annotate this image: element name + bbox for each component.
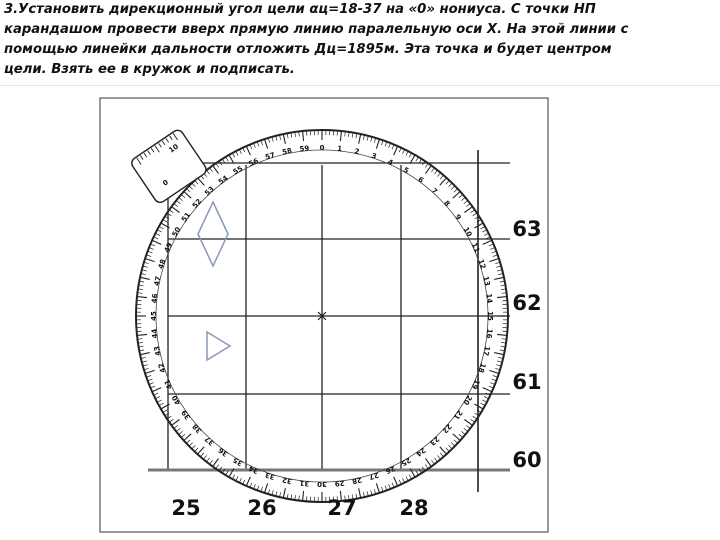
dial-tick [406, 151, 408, 155]
dial-tick [497, 297, 507, 298]
dial-scale-number: 4 [386, 157, 395, 168]
dial-tick [216, 465, 219, 469]
dial-scale-number: 8 [442, 199, 452, 209]
dial-scale-number: 30 [317, 480, 327, 488]
dial-scale-number: 39 [179, 408, 193, 421]
dial-tick [340, 131, 341, 141]
dial-scale-number: 2 [353, 147, 361, 157]
instruction-line-3: помощью линейки дальности отложить Дц=1895м. Эта точка и будет центром [4, 42, 612, 57]
dial-scale-number: 18 [476, 362, 488, 374]
dial-scale-number: 53 [203, 184, 216, 198]
dial-tick [497, 334, 507, 335]
dial-tick [236, 476, 238, 480]
dial-scale-number: 55 [231, 164, 245, 177]
dial-tick [195, 448, 198, 452]
dial-tick [201, 453, 204, 457]
dial-scale-number: 26 [384, 463, 397, 476]
dial-tick [149, 248, 154, 250]
dial-tick [137, 334, 147, 335]
dial-tick [462, 197, 466, 200]
dial-tick [431, 168, 434, 172]
dial-tick [216, 163, 219, 167]
dial-tick [489, 259, 499, 262]
dial-tick [213, 458, 219, 466]
dial-scale-number: 41 [162, 378, 175, 391]
dial-tick [454, 189, 458, 192]
dial-scale-number: 0 [319, 144, 325, 152]
dial-tick [459, 195, 463, 198]
dial-scale-number: 48 [156, 258, 168, 270]
dial-tick [403, 478, 405, 483]
dial-tick [181, 195, 185, 198]
dial-tick [283, 488, 285, 498]
dial-tick [265, 139, 268, 149]
dial-tick [148, 251, 153, 253]
dial-tick [137, 300, 142, 301]
dial-tick [451, 443, 455, 447]
dial-tick [243, 480, 245, 485]
dial-scale-number: 45 [150, 311, 158, 321]
dial-scale-number: 54 [217, 173, 230, 187]
dial-scale-number: 7 [429, 186, 439, 196]
dial-tick [376, 139, 379, 149]
dial-tick [257, 486, 259, 491]
dial-tick [195, 180, 198, 184]
grid-label-bottom-28: 28 [399, 496, 429, 520]
dial-tick [403, 149, 405, 154]
dial-tick [176, 428, 180, 431]
dial-tick [189, 443, 193, 447]
dial-tick [246, 146, 250, 155]
dial-tick [152, 388, 161, 392]
dial-tick [145, 370, 155, 373]
vernier-mark-10: 10 [167, 142, 181, 155]
dial-tick [239, 149, 241, 154]
dial-tick [385, 142, 387, 147]
dial-tick [169, 210, 173, 213]
dial-tick [484, 233, 489, 235]
dial-tick [246, 477, 250, 486]
dial-tick [172, 207, 180, 213]
dial-tick [145, 259, 155, 262]
dial-scale-number: 56 [247, 156, 260, 169]
dial-tick [464, 201, 468, 204]
grid-label-right-62: 62 [512, 291, 542, 315]
dial-tick [203, 456, 206, 460]
dial-tick [159, 226, 163, 228]
dial-tick [385, 486, 387, 491]
dial-scale-number: 27 [368, 470, 380, 482]
dial-tick [446, 180, 449, 184]
dial-tick [466, 204, 470, 207]
dial-tick [186, 189, 190, 192]
dial-tick [179, 197, 183, 200]
dial-scale-number: 52 [190, 197, 204, 210]
dial-tick [437, 456, 440, 460]
dial-scale-number: 20 [461, 393, 474, 407]
dial-tick [163, 220, 167, 223]
grid-label-bottom-26: 26 [247, 496, 277, 520]
dial-scale-number: 3 [370, 151, 378, 161]
dial-tick [174, 425, 178, 428]
dial-tick [454, 440, 458, 443]
dial-tick [459, 434, 463, 437]
dial-tick [172, 420, 180, 426]
dial-scale-number: 10 [461, 225, 474, 239]
dial-scale-number: 28 [351, 475, 363, 486]
dial-tick [434, 458, 437, 462]
dial-tick [303, 131, 304, 141]
dial-tick [482, 400, 486, 402]
dial-tick [154, 237, 159, 239]
dial-scale-number: 9 [453, 212, 463, 222]
dial-tick [174, 204, 178, 207]
dial-scale-number: 58 [281, 146, 293, 157]
dial-tick [473, 416, 477, 419]
dial-tick [210, 460, 213, 464]
dial-tick [232, 153, 234, 157]
dial-scale-number: 22 [440, 422, 454, 435]
instruction-line-4: цели. Взять ее в кружок и подписать. [4, 62, 295, 77]
dial-scale-number: 23 [428, 434, 441, 448]
dial-scale-number: 15 [486, 311, 494, 321]
dial-tick [376, 483, 379, 493]
dial-tick [359, 134, 361, 144]
dial-tick [149, 383, 154, 385]
dial-tick [494, 353, 504, 355]
grid-label-right-63: 63 [512, 217, 542, 241]
dial-tick [492, 251, 497, 253]
dial-tick [446, 448, 449, 452]
dial-scale-number: 38 [190, 422, 204, 435]
dial-scale-number: 32 [281, 475, 293, 486]
dial-tick [232, 475, 234, 479]
dial-scale-number: 40 [170, 393, 183, 407]
dial-tick [159, 403, 163, 405]
dial-tick [154, 393, 159, 395]
dial-tick [425, 163, 428, 167]
dial-tick [481, 403, 485, 405]
instruction-line-1: 3.Установить дирекционный угол цели αц=18-37 на «0» нониуса. С точки НП [4, 2, 596, 17]
dial-tick [283, 134, 285, 144]
dial-scale-number: 17 [481, 345, 492, 357]
dial-tick [140, 277, 150, 279]
dial-tick [239, 478, 241, 483]
dial-tick [176, 201, 180, 204]
dial-tick [213, 166, 219, 174]
dial-tick [416, 157, 419, 161]
dial-tick [409, 153, 411, 157]
dial-scale-number: 59 [299, 144, 310, 154]
dial-tick [181, 434, 185, 437]
triangle-symbol [207, 332, 230, 360]
dial-tick [265, 483, 268, 493]
dial-tick [148, 379, 153, 381]
dial-tick [482, 230, 486, 232]
dial-tick [210, 168, 213, 172]
dial-tick [337, 131, 338, 136]
dial-tick [163, 410, 167, 413]
dial-tick [207, 458, 210, 462]
dial-scale-number: 5 [401, 165, 411, 176]
dial-tick [192, 445, 196, 449]
dial-tick [426, 166, 432, 174]
dial-tick [471, 210, 475, 213]
dial-scale-number: 42 [156, 362, 168, 374]
dial-scale-number: 44 [150, 328, 160, 339]
dial-tick [359, 488, 361, 498]
dial-scale-number: 13 [481, 275, 492, 287]
dial-tick [254, 143, 256, 148]
dial-scale-number: 57 [264, 150, 276, 162]
dial-tick [471, 419, 475, 422]
grid-label-right-61: 61 [512, 370, 542, 394]
dial-scale-number: 51 [179, 211, 193, 224]
dial-tick [303, 491, 304, 501]
dial-tick [394, 477, 398, 486]
dial-scale-number: 37 [203, 434, 216, 448]
dial-tick [257, 142, 259, 147]
dial-tick [426, 458, 432, 466]
dial-tick [440, 175, 443, 179]
dial-tick [243, 148, 245, 153]
vernier-body [129, 128, 208, 205]
dial-tick [464, 207, 472, 213]
instruction-line-2: карандашом провести вверх прямую линию паралельную оси Х. На этой линии с [4, 22, 629, 37]
dial-tick [492, 379, 497, 381]
dial-scale-number: 49 [162, 241, 175, 254]
dial-tick [440, 453, 443, 457]
dial-scale-number: 24 [414, 445, 427, 459]
dial-scale-number: 50 [170, 225, 183, 239]
dial-scale-number: 29 [334, 478, 345, 488]
dial-tick [484, 397, 489, 399]
diamond-symbol [198, 202, 228, 266]
dial-scale-number: 6 [416, 175, 426, 185]
dial-tick [137, 331, 142, 332]
dial-scale-number: 12 [476, 258, 488, 270]
dial-tick [490, 383, 495, 385]
dial-tick [186, 440, 190, 443]
dial-tick [207, 170, 210, 174]
dial-scale-number: 47 [152, 275, 163, 287]
dial-tick [157, 400, 161, 402]
dial-tick [179, 431, 183, 434]
dial-tick [466, 425, 470, 428]
dial-tick [431, 460, 434, 464]
dial-tick [406, 476, 408, 480]
dial-tick [226, 157, 229, 161]
vernier-nonius[interactable] [129, 128, 208, 205]
dial-tick [502, 331, 507, 332]
dial-tick [483, 388, 492, 392]
dial-tick [155, 233, 160, 235]
grid-label-bottom-27: 27 [327, 496, 357, 520]
dial-scale-number: 19 [469, 378, 482, 391]
dial-scale-number: 36 [217, 445, 230, 459]
dial-tick [254, 484, 256, 489]
dial-scale-number: 35 [231, 455, 245, 468]
dial-tick [481, 226, 485, 228]
dial-tick [306, 131, 307, 136]
dial-tick [137, 297, 147, 298]
dial-tick [483, 240, 492, 244]
dial-tick [152, 240, 161, 244]
dial-scale-number: 34 [247, 463, 260, 476]
dial-tick [473, 213, 477, 216]
grid-label-right-60: 60 [512, 448, 542, 472]
dial-tick [462, 431, 466, 434]
dial-tick [140, 353, 150, 355]
dial-tick [451, 186, 455, 190]
dial-tick [229, 155, 234, 164]
dial-tick [394, 146, 398, 155]
dial-scale-number: 46 [150, 293, 160, 304]
dial-tick [437, 173, 440, 177]
grid-label-bottom-25: 25 [171, 496, 201, 520]
dial-tick [389, 143, 391, 148]
dial-scale-number: 25 [399, 455, 413, 468]
dial-tick [399, 480, 401, 485]
dial-tick [410, 155, 415, 164]
dial-tick [502, 300, 507, 301]
dial-tick [489, 370, 499, 373]
vernier-mark-0: 0 [161, 178, 170, 188]
dial-tick [192, 183, 196, 187]
dial-scale-number: 21 [451, 408, 465, 421]
dial-tick [449, 445, 453, 449]
dial-tick [464, 420, 472, 426]
dial-tick [494, 277, 504, 279]
dial-tick [449, 183, 453, 187]
dial-tick [306, 496, 307, 501]
dial-scale-number: 11 [469, 241, 482, 254]
dial-tick [425, 465, 428, 469]
dial-scale-number: 14 [484, 293, 494, 304]
dial-tick [409, 475, 411, 479]
dial-tick [490, 248, 495, 250]
dial-tick [236, 151, 238, 155]
dial-tick [189, 186, 193, 190]
dial-tick [169, 419, 173, 422]
dial-tick [389, 484, 391, 489]
dial-scale-number: 43 [152, 345, 163, 357]
dial-scale-number: 33 [264, 470, 276, 482]
dial-tick [157, 230, 161, 232]
dial-scale-number: 31 [299, 478, 310, 488]
dial-tick [155, 397, 160, 399]
dial-tick [434, 170, 437, 174]
dial-tick [399, 148, 401, 153]
dial-tick [464, 428, 468, 431]
dial-scale-number: 16 [484, 328, 494, 339]
dial-scale-number: 1 [336, 144, 343, 154]
